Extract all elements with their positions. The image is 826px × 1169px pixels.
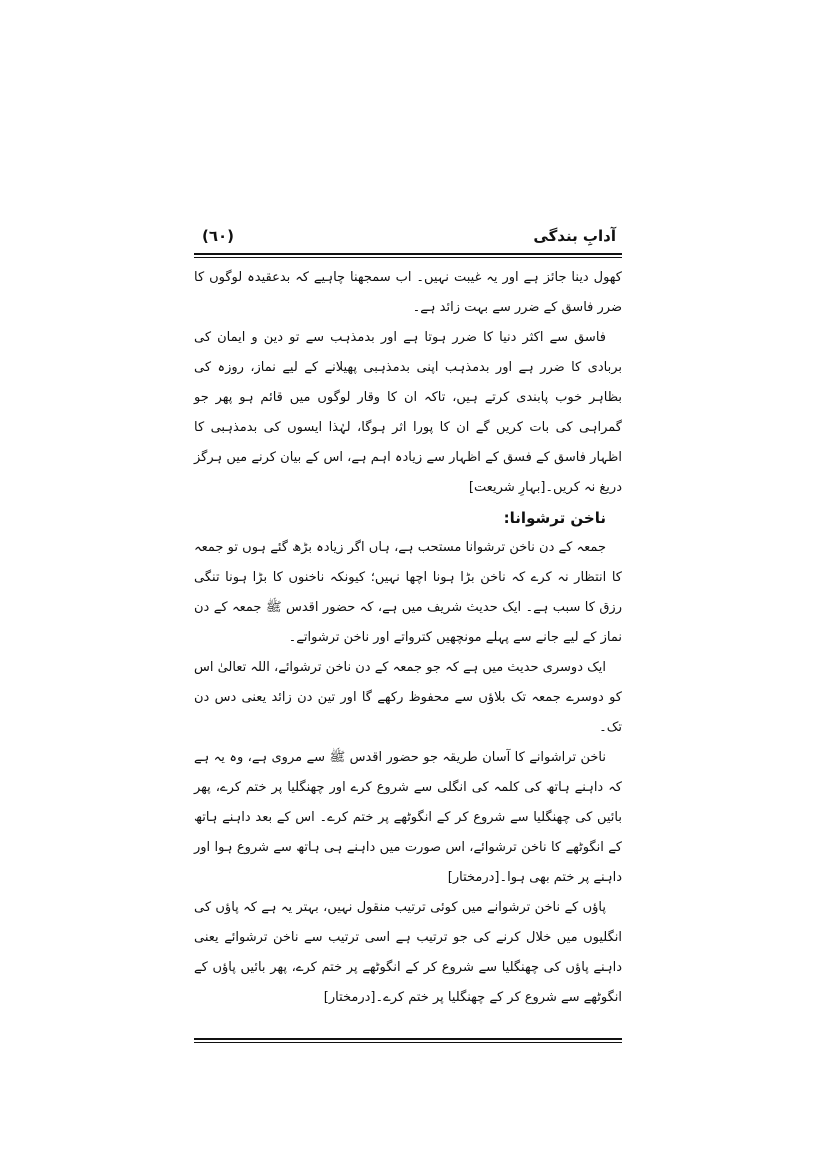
- page-header: [194, 225, 622, 251]
- header-rule: [194, 253, 622, 258]
- paragraph-2: فاسق سے اکثر دنیا کا ضرر ہوتا ہے اور بدمذہب سے تو دین و ایمان کی بربادی کا ضرر ہے اور بدمذہب اپنی بدمذہبی پھیلانے کے لیے نماز، روزہ کی بظاہر خوب پابندی کرتے ہیں، تاکہ ان کا وقار لوگوں میں قائم ہو پھر جو گمراہی کی بات کریں گے ان کا پورا اثر ہوگا، لہٰذا ایسوں کی بدمذہبی کا اظہار فاسق کے فسق کے اظہار سے زیادہ اہم ہے، اس کے بیان کرنے میں ہرگز دریغ نہ کریں۔[بہارِ شریعت]: [194, 330, 622, 495]
- paragraph-1: کھول دینا جائز ہے اور یہ غیبت نہیں۔ اب سمجھنا چاہیے کہ بدعقیدہ لوگوں کا ضرر فاسق کے ضرر سے بہت زائد ہے۔: [194, 270, 622, 315]
- paragraph-4: ایک دوسری حدیث میں ہے کہ جو جمعہ کے دن ناخن ترشوائے، اللہ تعالیٰ اس کو دوسرے جمعہ تک بلاؤں سے محفوظ رکھے گا اور تین دن زائد یعنی دس دن تک۔: [193, 660, 622, 735]
- paragraph-6: پاؤں کے ناخن ترشوانے میں کوئی ترتیب منقول نہیں، بہتر یہ ہے کہ پاؤں کی انگلیوں میں خلال کرنے کی جو ترتیب ہے اسی ترتیب سے ناخن ترشوائے یعنی داہنے پاؤں کی چھنگلیا سے شروع کر کے انگوٹھے پر ختم کرے، پھر بائیں پاؤں کے انگوٹھے سے شروع کر کے چھنگلیا پر ختم کرے۔[درمختار]: [194, 900, 622, 1005]
- book-title: آدابِ بندگی: [533, 227, 616, 245]
- paragraph-5: ناخن تراشوانے کا آسان طریقہ جو حضور اقدس ﷺ سے مروی ہے، وہ یہ ہے کہ داہنے ہاتھ کی کلمہ کی انگلی سے شروع کرے اور چھنگلیا پر ختم کرے، پھر بائیں کی چھنگلیا سے شروع کر کے انگوٹھے پر ختم کرے۔ اس کے بعد داہنے ہاتھ کے انگوٹھے کا ناخن ترشوائے، اس صورت میں داہنے ہی ہاتھ سے شروع ہوا اور داہنے پر ختم بھی ہوا۔[درمختار]: [194, 750, 622, 885]
- section-heading: ناخن ترشوانا:: [503, 509, 606, 527]
- footer-rule: [194, 1038, 622, 1043]
- body-text: [194, 263, 622, 1013]
- page-content: [194, 225, 622, 1013]
- paragraph-3: جمعہ کے دن ناخن ترشوانا مستحب ہے، ہاں اگر زیادہ بڑھ گئے ہوں تو جمعہ کا انتظار نہ کرے کہ ناخن بڑا ہونا اچھا نہیں؛ کیونکہ ناخنوں کا بڑا ہونا تنگی رزق کا سبب ہے۔ ایک حدیث شریف میں ہے، کہ حضور اقدس ﷺ جمعہ کے دن نماز کے لیے جانے سے پہلے مونچھیں کترواتے اور ناخن ترشواتے۔: [194, 540, 622, 645]
- page-number: (٦٠): [202, 227, 235, 245]
